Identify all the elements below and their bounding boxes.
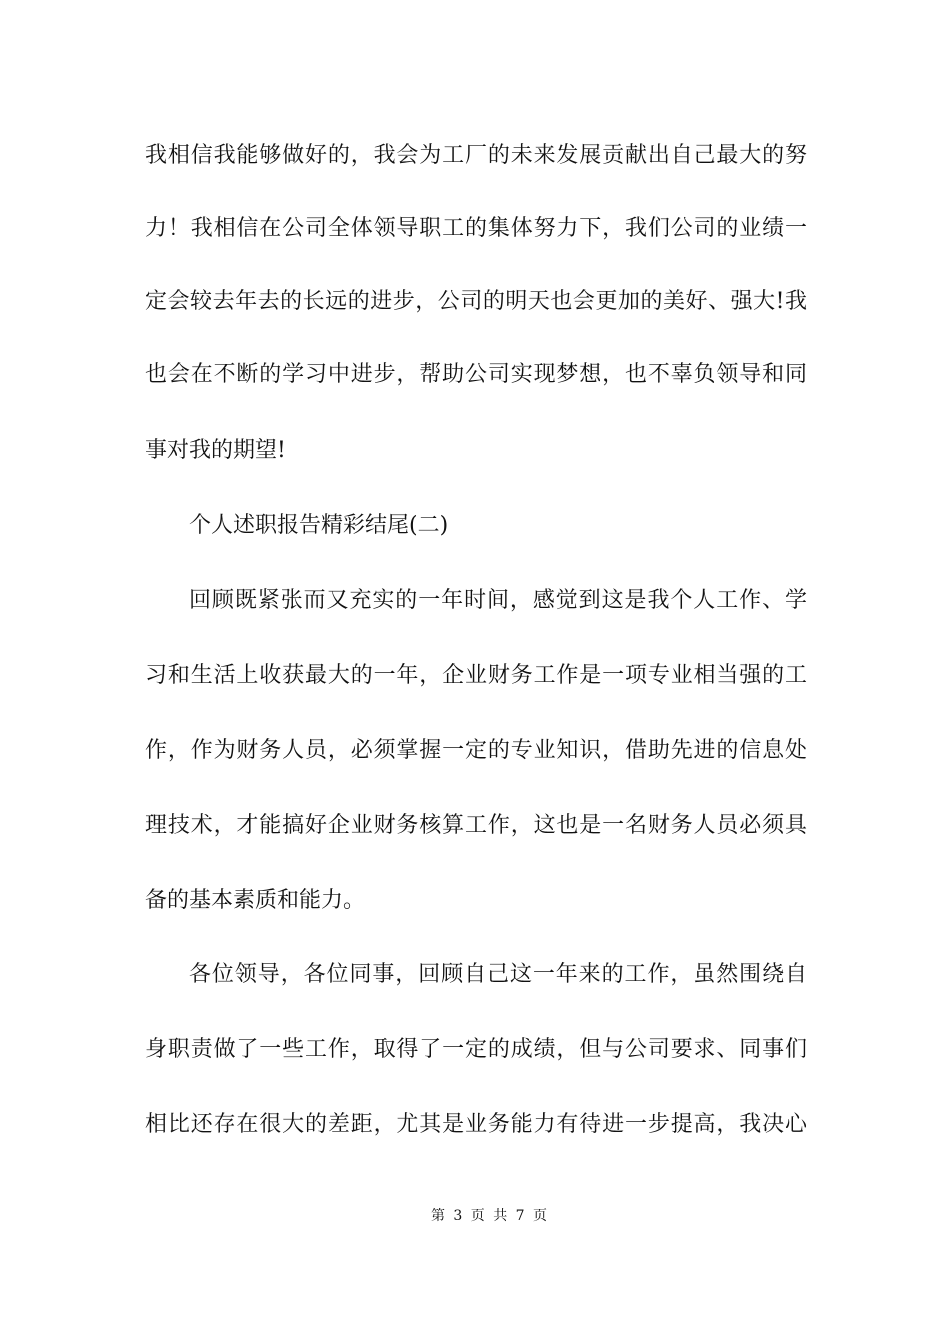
paragraph-3-line-2: 身职责做了一些工作，取得了一定的成绩，但与公司要求、同事们 bbox=[145, 1037, 807, 1062]
paragraph-1-line-2: 力！我相信在公司全体领导职工的集体努力下，我们公司的业绩一 bbox=[145, 216, 807, 241]
paragraph-2-line-4: 理技术，才能搞好企业财务核算工作，这也是一名财务人员必须具 bbox=[145, 813, 807, 838]
paragraph-3-line-1: 各位领导，各位同事，回顾自己这一年来的工作，虽然围绕自 bbox=[189, 962, 807, 987]
paragraph-1-line-5: 事对我的期望! bbox=[145, 438, 286, 463]
paragraph-2-line-3: 作，作为财务人员，必须掌握一定的专业知识，借助先进的信息处 bbox=[145, 738, 807, 763]
page-number-footer: 第 3 页 共 7 页 bbox=[430, 1208, 550, 1224]
paragraph-3-line-3: 相比还存在很大的差距，尤其是业务能力有待进一步提高，我决心 bbox=[145, 1112, 807, 1137]
paragraph-1-line-4: 也会在不断的学习中进步，帮助公司实现梦想，也不辜负领导和同 bbox=[145, 362, 807, 387]
paragraph-1-line-3: 定会较去年去的长远的进步，公司的明天也会更加的美好、强大!我 bbox=[145, 289, 807, 314]
paragraph-2-line-1: 回顾既紧张而又充实的一年时间，感觉到这是我个人工作、学 bbox=[189, 588, 807, 613]
paragraph-2-line-2: 习和生活上收获最大的一年，企业财务工作是一项专业相当强的工 bbox=[145, 663, 807, 688]
section-heading: 个人述职报告精彩结尾(二) bbox=[189, 513, 449, 538]
paragraph-1-line-1: 我相信我能够做好的，我会为工厂的未来发展贡献出自己最大的努 bbox=[145, 143, 807, 168]
paragraph-2-line-5: 备的基本素质和能力。 bbox=[145, 888, 366, 913]
